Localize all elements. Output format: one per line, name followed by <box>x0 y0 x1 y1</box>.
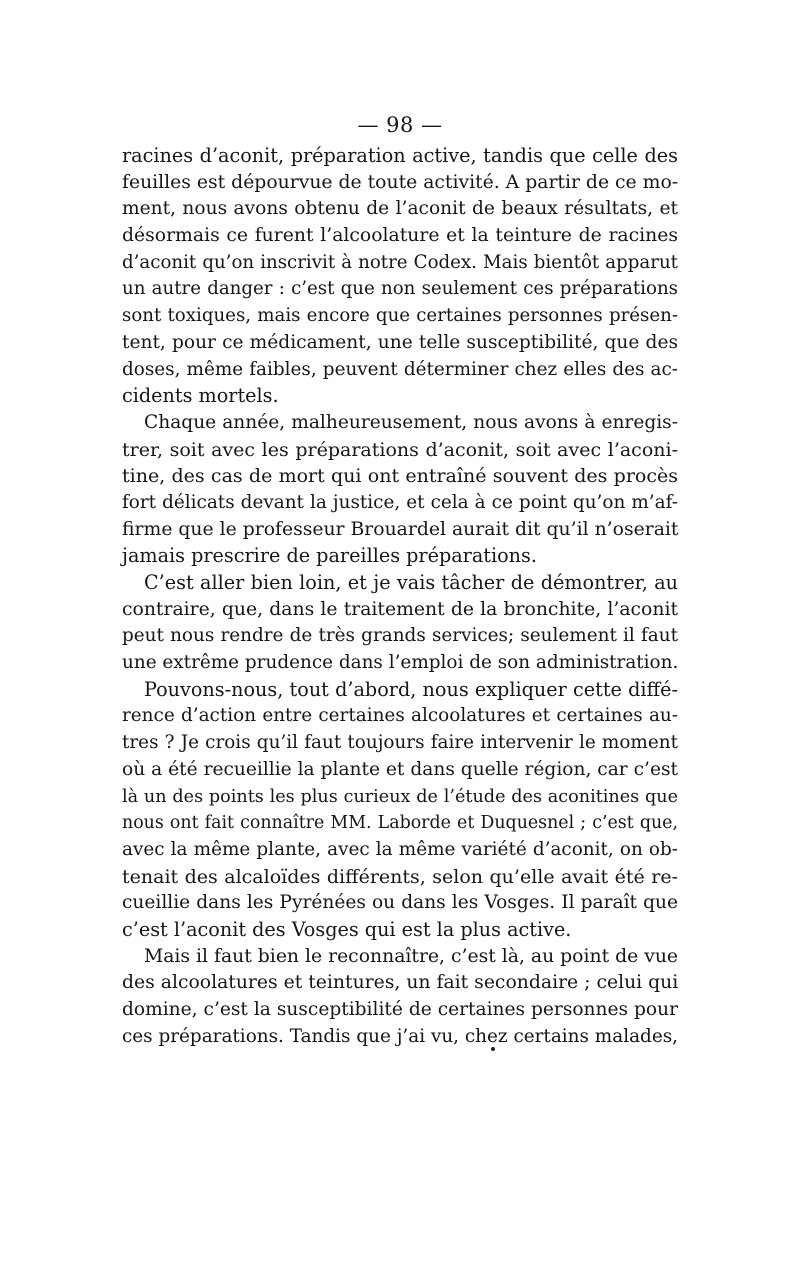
text-line: cueillie dans les Pyrénées ou dans les Vosges. Il paraît que <box>122 892 678 914</box>
text-line: contraire, que, dans le traitement de la bronchite, l’aconit <box>122 598 678 620</box>
text-line: rence d’action entre certaines alcoolatures et certaines au- <box>122 705 678 727</box>
text-line: tent, pour ce médicament, une telle susceptibilité, que des <box>122 331 678 353</box>
text-line: cidents mortels. <box>122 384 279 408</box>
text-line: une extrême prudence dans l’emploi de son administration. <box>122 652 679 674</box>
text-line: avec la même plante, avec la même variété d’aconit, on ob- <box>122 838 678 860</box>
text-line: Chaque année, malheureusement, nous avons à enregis- <box>144 411 678 433</box>
text-line: des alcoolatures et teintures, un fait secondaire ; celui qui <box>122 972 679 994</box>
text-line: désormais ce furent l’alcoolature et la teinture de racines <box>122 225 678 247</box>
text-line: jamais prescrire de pareilles préparations. <box>122 544 537 568</box>
ink-speck <box>491 1047 495 1051</box>
text-line: firme que le professeur Brouardel aurait dit qu’il n’oserait <box>122 518 679 540</box>
text-line: domine, c’est la susceptibilité de certaines personnes pour <box>122 999 678 1020</box>
text-line: doses, même faibles, peuvent déterminer chez elles des ac- <box>122 358 678 380</box>
text-line: trer, soit avec les préparations d’aconit, soit avec l’aconi- <box>122 438 678 461</box>
text-line: Pouvons-nous, tout d’abord, nous expliquer cette diffé- <box>144 677 678 701</box>
body-text <box>122 143 678 1050</box>
text-line: sont toxiques, mais encore que certaines personnes présen- <box>122 305 678 327</box>
text-line: tine, des cas de mort qui ont entraîné souvent des procès <box>122 465 678 488</box>
text-line: Mais il faut bien le reconnaître, c’est là, au point de vue <box>144 945 679 967</box>
text-line: fort délicats devant la justice, et cela à ce point qu’on m’af- <box>122 491 678 513</box>
text-line: là un des points les plus curieux de l’étude des aconitines que <box>122 786 678 807</box>
text-line: d’aconit qu’on inscrivit à notre Codex. Mais bientôt apparut <box>122 251 678 273</box>
text-line: nous ont fait connaître MM. Laborde et Duquesnel ; c’est que, <box>122 813 678 834</box>
text-line: peut nous rendre de très grands services; seulement il faut <box>122 625 678 647</box>
text-line: ces préparations. Tandis que j’ai vu, chez certains malades, <box>122 1025 678 1047</box>
text-line: C’est aller bien loin, et je vais tâcher de démontrer, au <box>144 571 678 594</box>
text-line: tres ? Je crois qu’il faut toujours faire intervenir le moment <box>122 732 678 754</box>
text-line: feuilles est dépourvue de toute activité. A partir de ce mo- <box>122 171 679 193</box>
text-line: ment, nous avons obtenu de l’aconit de beaux résultats, et <box>122 198 678 220</box>
text-line: tenait des alcaloïdes différents, selon qu’elle avait été re- <box>122 865 678 888</box>
text-line: racines d’aconit, préparation active, tandis que celle des <box>122 144 678 167</box>
text-line: c’est l’aconit des Vosges qui est la plus active. <box>122 917 572 941</box>
page-number: — 98 — <box>357 113 443 137</box>
text-line: où a été recueillie la plante et dans quelle région, car c’est <box>122 758 678 780</box>
text-line: un autre danger : c’est que non seulement ces préparations <box>122 278 678 300</box>
